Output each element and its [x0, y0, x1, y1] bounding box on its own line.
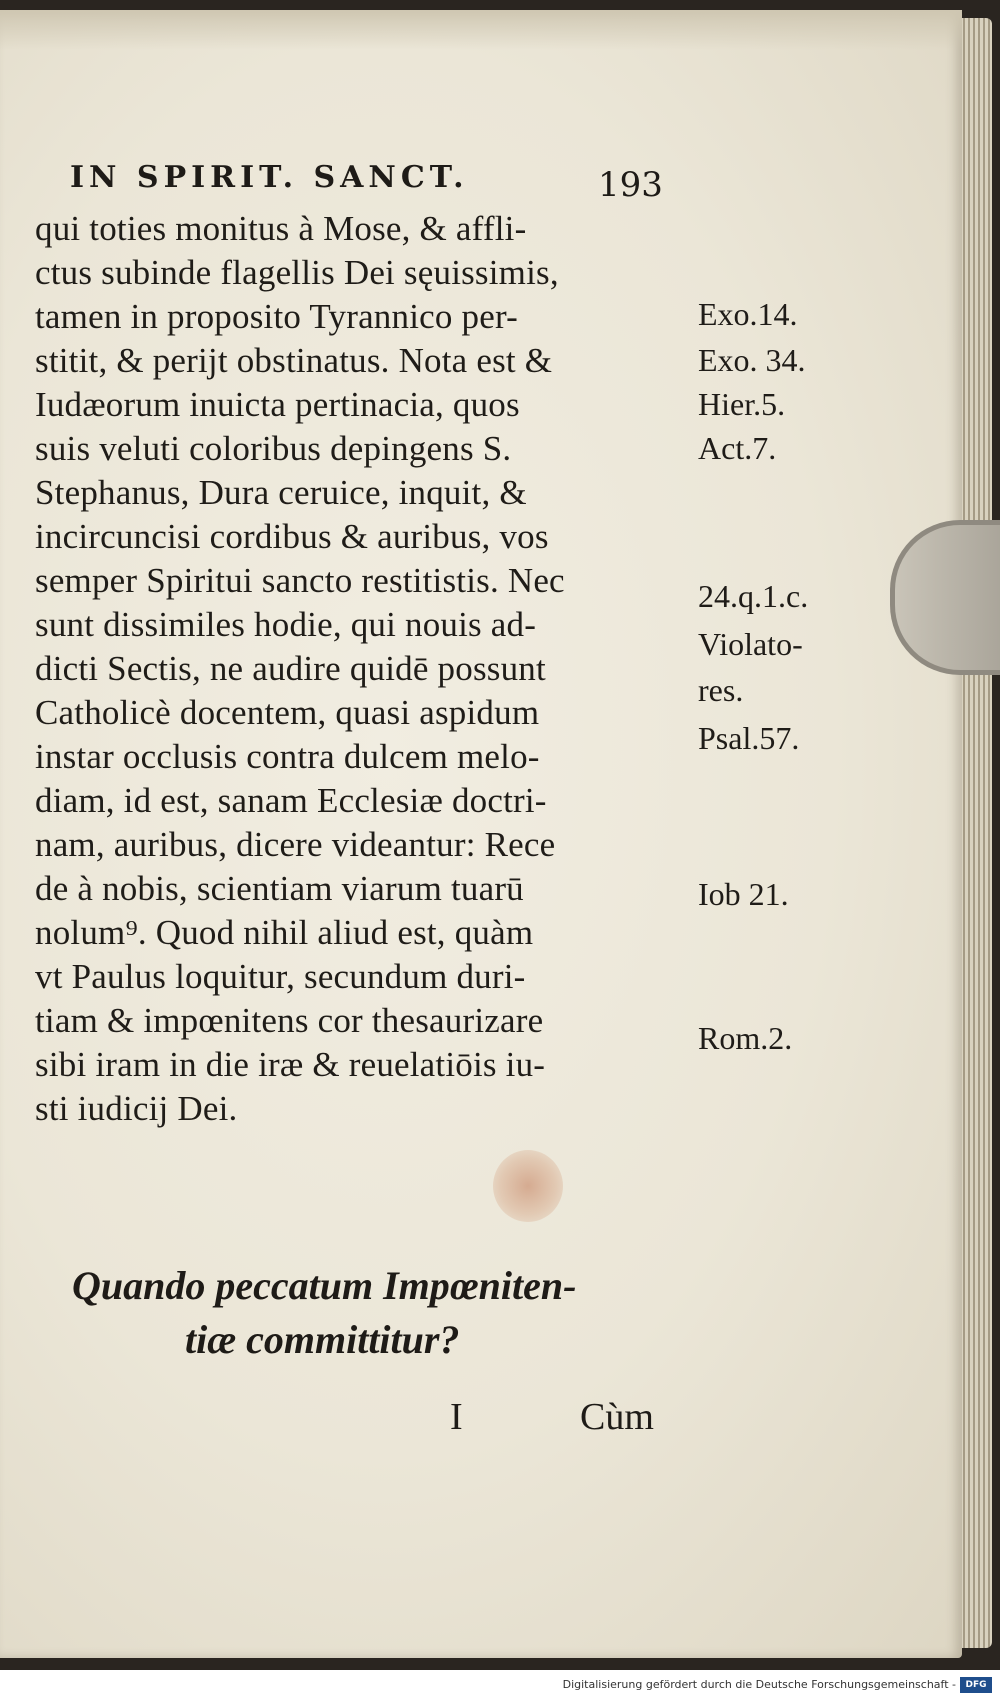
text-line: tamen in proposito Tyrannico per- [35, 297, 518, 336]
paper-stain [493, 1150, 563, 1222]
text-line: sti iudicij Dei. [35, 1089, 238, 1128]
text-line: sunt dissimiles hodie, qui nouis ad- [35, 605, 537, 644]
text-line: stitit, & perijt obstinatus. Nota est & [35, 341, 553, 380]
margin-note: Psal.57. [698, 720, 800, 756]
body-text [35, 207, 695, 1131]
text-line: suis veluti coloribus depingens S. [35, 429, 512, 468]
page-shadow [0, 10, 962, 50]
margin-note: Violato- [698, 626, 803, 662]
text-line: Catholicè docentem, quasi aspidum [35, 693, 540, 732]
signature-mark: I [450, 1396, 463, 1438]
page-number: 193 [598, 165, 663, 205]
text-line: ctus subinde flagellis Dei sęuissimis, [35, 253, 559, 292]
margin-note: Rom.2. [698, 1020, 793, 1056]
catchword: Cùm [580, 1396, 654, 1438]
text-line: instar occlusis contra dulcem melo- [35, 737, 540, 776]
funding-credit: Digitalisierung gefördert durch die Deutsche Forschungsgemeinschaft - [562, 1678, 956, 1691]
text-line: diam, id est, sanam Ecclesiæ doctri- [35, 781, 547, 820]
text-line: incircuncisi cordibus & auribus, vos [35, 517, 549, 556]
dfg-logo: DFG [960, 1677, 992, 1693]
text-line: sibi iram in die iræ & reuelatiōis iu- [35, 1045, 546, 1084]
margin-note: Exo. 34. [698, 342, 806, 378]
running-head: IN SPIRIT. SANCT. [70, 160, 469, 195]
text-line: qui toties monitus à Mose, & affli- [35, 209, 527, 248]
section-question: Quando peccatum Impœniten- [72, 1263, 577, 1308]
text-line: vt Paulus loquitur, secundum duri- [35, 957, 526, 996]
text-line: nam, auribus, dicere videantur: Rece [35, 825, 556, 864]
text-line: Iudæorum inuicta pertinacia, quos [35, 385, 520, 424]
text-line: nolum⁹. Quod nihil aliud est, quàm [35, 913, 534, 952]
margin-note: Act.7. [698, 430, 777, 466]
margin-note: Iob 21. [698, 876, 789, 912]
margin-note: Exo.14. [698, 296, 798, 332]
text-line: semper Spiritui sancto restitistis. Nec [35, 561, 565, 600]
section-question: tiæ committitur? [185, 1317, 460, 1362]
margin-note: 24.q.1.c. [698, 578, 809, 614]
text-line: Stephanus, Dura ceruice, inquit, & [35, 473, 527, 512]
margin-note: res. [698, 672, 744, 708]
margin-note: Hier.5. [698, 386, 786, 422]
text-line: dicti Sectis, ne audire quidē possunt [35, 649, 546, 688]
text-line: tiam & impœnitens cor thesaurizare [35, 1001, 544, 1040]
text-line: de à nobis, scientiam viarum tuarū [35, 869, 524, 908]
